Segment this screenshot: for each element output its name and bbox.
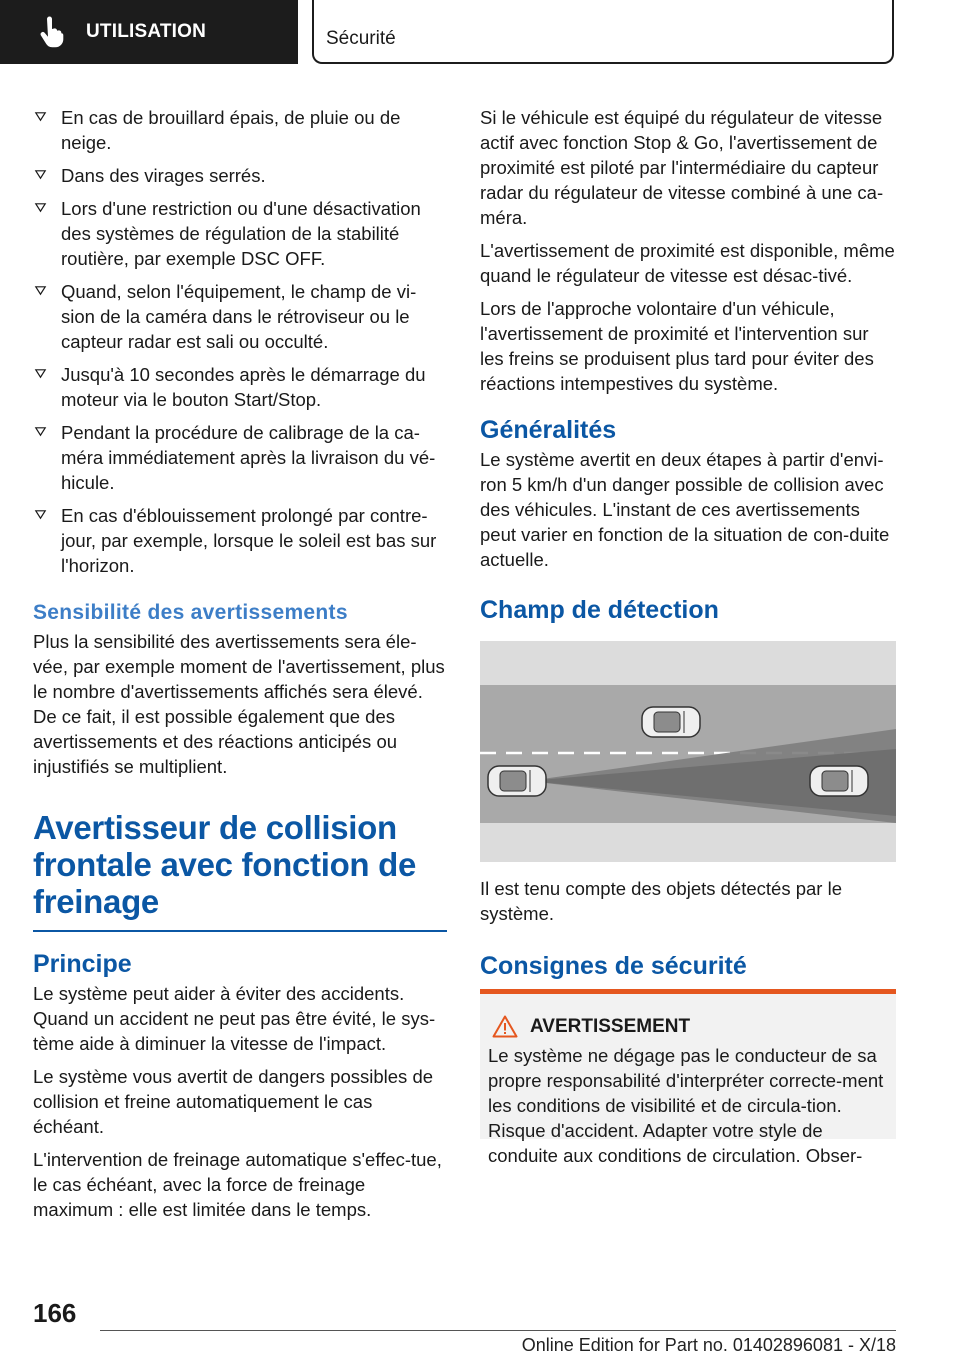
condition-list <box>33 105 447 578</box>
principle-paragraph: L'intervention de freinage automatique s'effec-tue, le cas échéant, avec la force de freinage maximum : elle est limitée dans le temps. <box>33 1149 442 1220</box>
triangle-bullet-icon <box>35 170 46 179</box>
heading-divider <box>33 930 447 932</box>
list-item: Jusqu'à 10 secondes après le démarrage du moteur via le bouton Start/Stop. <box>33 362 447 412</box>
list-item: Dans des virages serrés. <box>33 163 447 188</box>
triangle-bullet-icon <box>35 203 46 212</box>
warning-text: Le système ne dégage pas le conducteur de sa propre responsabilité d'interpréter correcte-ment les conditions de visibilité et de circula-tion. Risque d'accident. Adapter votre style de conduite aux conditions de circulation. Obser- <box>488 1045 884 1166</box>
detection-field-illustration <box>480 641 896 862</box>
principle-paragraph: Le système vous avertit de dangers possibles de collision et freine automatiquement le cas échéant. <box>33 1066 434 1137</box>
triangle-bullet-icon <box>35 286 46 295</box>
triangle-bullet-icon <box>35 369 46 378</box>
body-paragraph: Lors de l'approche volontaire d'un véhicule, l'avertissement de proximité et l'intervention sur les freins se produisent plus tard pour éviter des réactions intempestives du système. <box>480 298 874 394</box>
body-paragraph: Si le véhicule est équipé du régulateur de vitesse actif avec fonction Stop & Go, l'avertissement de proximité est piloté par l'intermédiaire du capteur radar du régulateur de vitesse combiné à une ca-méra. <box>480 107 884 228</box>
body-paragraph: L'avertissement de proximité est disponible, même quand le régulateur de vitesse est désac-tivé. <box>480 240 895 286</box>
list-item: En cas d'éblouissement prolongé par contre-jour, par exemple, lorsque le soleil est bas sur l'horizon. <box>33 503 447 578</box>
page-number: 166 <box>33 1298 77 1328</box>
detection-heading: Champ de détection <box>480 596 719 624</box>
sensibility-heading: Sensibilité des avertissements <box>33 601 348 624</box>
left-column <box>33 105 447 1230</box>
right-column <box>480 105 896 1166</box>
chapter-tab <box>0 0 298 64</box>
list-item: Lors d'une restriction ou d'une désactivation des systèmes de régulation de la stabilité routière, par exemple DSC OFF. <box>33 196 447 271</box>
detection-caption: Il est tenu compte des objets détectés par le système. <box>480 878 842 924</box>
principle-paragraph: Le système peut aider à éviter des accidents. Quand un accident ne peut pas être évité, le sys-tème aide à diminuer la vitesse de l'impact. <box>33 983 436 1054</box>
section-title: Sécurité <box>326 28 396 49</box>
principle-heading: Principe <box>33 950 132 978</box>
list-item: Quand, selon l'équipement, le champ de vi-sion de la caméra dans le rétroviseur ou le capteur radar est sali ou occulté. <box>33 279 447 354</box>
triangle-bullet-icon <box>35 427 46 436</box>
triangle-bullet-icon <box>35 510 46 519</box>
edition-footer: Online Edition for Part no. 01402896081 - X/18 <box>521 1335 896 1355</box>
main-heading: Avertisseur de collision frontale avec fonction de freinage <box>33 809 417 920</box>
car-top-icon <box>810 766 868 796</box>
general-heading: Généralités <box>480 416 617 444</box>
footer-divider <box>100 1330 896 1331</box>
chapter-title: UTILISATION <box>86 21 207 42</box>
warning-triangle-icon <box>492 1015 518 1038</box>
list-item: En cas de brouillard épais, de pluie ou de neige. <box>33 105 447 155</box>
list-item: Pendant la procédure de calibrage de la ca-méra immédiatement après la livraison du vé-hicule. <box>33 420 447 495</box>
sensibility-paragraph: Plus la sensibilité des avertissements sera éle-vée, par exemple moment de l'avertissement, plus le nombre d'avertissements affichés sera élevé. De ce fait, il est possible également que des avertissements et des réactions anticipés ou injustifiés se multiplient. <box>33 631 445 777</box>
car-top-icon <box>488 766 546 796</box>
warning-title: AVERTISSEMENT <box>488 1014 888 1039</box>
car-top-icon <box>642 707 700 737</box>
warning-box <box>480 989 896 1166</box>
safety-heading: Consignes de sécurité <box>480 952 747 980</box>
section-header <box>312 0 894 64</box>
hand-pointer-icon <box>38 17 64 47</box>
triangle-bullet-icon <box>35 112 46 121</box>
general-paragraph: Le système avertit en deux étapes à partir d'envi-ron 5 km/h d'un danger possible de collision avec des véhicules. L'instant de ces avertissements peut varier en fonction de la situation de con-duite actuelle. <box>480 449 890 570</box>
